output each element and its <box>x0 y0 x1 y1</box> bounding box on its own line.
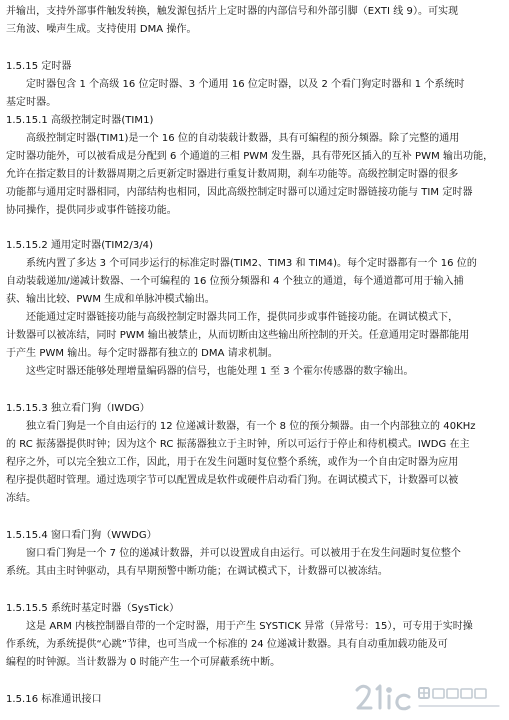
section-heading: 1.5.15 定时器 <box>6 61 72 72</box>
section-heading: 1.5.16 标准通讯接口 <box>6 694 102 705</box>
text-line: 基定时器。 <box>6 97 57 108</box>
text-line: 高级控制定时器(TIM1)是一个 16 位的自动装载计数器，具有可编程的预分频器。除了完整的通用 <box>26 133 460 144</box>
text-line: 这些定时器还能够处理增量编码器的信号，也能处理 1 至 3 个霍尔传感器的数字输出。 <box>26 366 414 377</box>
watermark-logo <box>353 680 503 716</box>
text-line: 自动装载递加/递减计数器、一个可编程的 16 位预分频器和 4 个独立的通道，每个通道都可用于输入捕 <box>6 276 464 287</box>
text-line: 计数器可以被冻结，同时 PWM 输出被禁止，从而切断由这些输出所控制的开关。任意通用定时器都能用 <box>6 330 470 341</box>
section-heading: 1.5.15.3 独立看门狗（IWDG） <box>6 403 150 414</box>
text-line: 系统。其由主时钟驱动，具有早期预警中断功能；在调试模式下，计数器可以被冻结。 <box>6 566 388 577</box>
text-line: 编程的时钟源。当计数器为 0 时能产生一个可屏蔽系统中断。 <box>6 657 281 668</box>
text-line: 还能通过定时器链接功能与高级控制定时器共同工作，提供同步或事件链接功能。在调试模式下， <box>26 312 459 323</box>
text-line: 系统内置了多达 3 个可同步运行的标准定时器(TIM2、TIM3 和 TIM4)。每个定时器都有一个 16 位的 <box>26 258 477 269</box>
text-line: 三角波、噪声生成。支持使用 DMA 操作。 <box>6 24 197 35</box>
text-line: 程序提供超时管理。通过选项字节可以配置成是软件或硬件启动看门狗。在调试模式下，计数器可以被 <box>6 475 459 486</box>
section-heading: 1.5.15.2 通用定时器(TIM2/3/4) <box>6 240 154 251</box>
text-line: 作系统，为系统提供“心跳”节律，也可当成一个标准的 24 位递减计数器。具有自动重加载功能及可 <box>6 639 448 650</box>
section-heading: 1.5.15.5 系统时基定时器（SysTick） <box>6 603 180 614</box>
watermark-logo-icon <box>353 680 503 716</box>
text-line: 协同操作，提供同步或事件链接功能。 <box>6 205 177 216</box>
text-line: 独立看门狗是一个自由运行的 12 位递减计数器，有一个 8 位的预分频器。由一个内部独立的 40KHz <box>26 421 476 432</box>
text-line: 于产生 PWM 输出。每个定时器都有独立的 DMA 请求机制。 <box>6 348 278 359</box>
text-line: 定时器功能外，可以被看成是分配到 6 个通道的三相 PWM 发生器，具有带死区插入的互补 PWM 输出功能， <box>6 151 494 162</box>
text-line: 这是 ARM 内核控制器自带的一个定时器，用于产生 SYSTICK 异常（异常号：15），可专用于实时操 <box>26 621 473 632</box>
text-line: 冻结。 <box>6 493 37 504</box>
text-line: 窗口看门狗是一个 7 位的递减计数器，并可以设置成自由运行。可以被用于在发生问题时复位整个 <box>26 548 461 559</box>
text-line: 程序之外，可以完全独立工作，因此，用于在发生问题时复位整个系统，或作为一个自由定时器为应用 <box>6 457 459 468</box>
section-heading: 1.5.15.1 高级控制定时器(TIM1) <box>6 115 154 126</box>
text-line: 定时器包含 1 个高级 16 位定时器、3 个通用 16 位定时器，以及 2 个看门狗定时器和 1 个系统时 <box>26 79 465 90</box>
section-heading: 1.5.15.4 窗口看门狗（WWDG） <box>6 530 157 541</box>
text-line: 并输出，支持外部事件触发转换，触发源包括片上定时器的内部信号和外部引脚（EXTI 线 9）。可实现 <box>6 6 459 17</box>
text-line: 允许在指定数目的计数器周期之后更新定时器进行重复计数周期，刹车功能等。高级控制定时器的很多 <box>6 169 459 180</box>
text-line: 功能都与通用定时器相同，内部结构也相同，因此高级控制定时器可以通过定时器链接功能与 TIM 定时器 <box>6 187 473 198</box>
text-line: 的 RC 振荡器提供时钟；因为这个 RC 振荡器独立于主时钟，所以可运行于停止和待机模式。IWDG 在主 <box>6 439 470 450</box>
text-line: 获、输出比较、PWM 生成和单脉冲模式输出。 <box>6 294 215 305</box>
